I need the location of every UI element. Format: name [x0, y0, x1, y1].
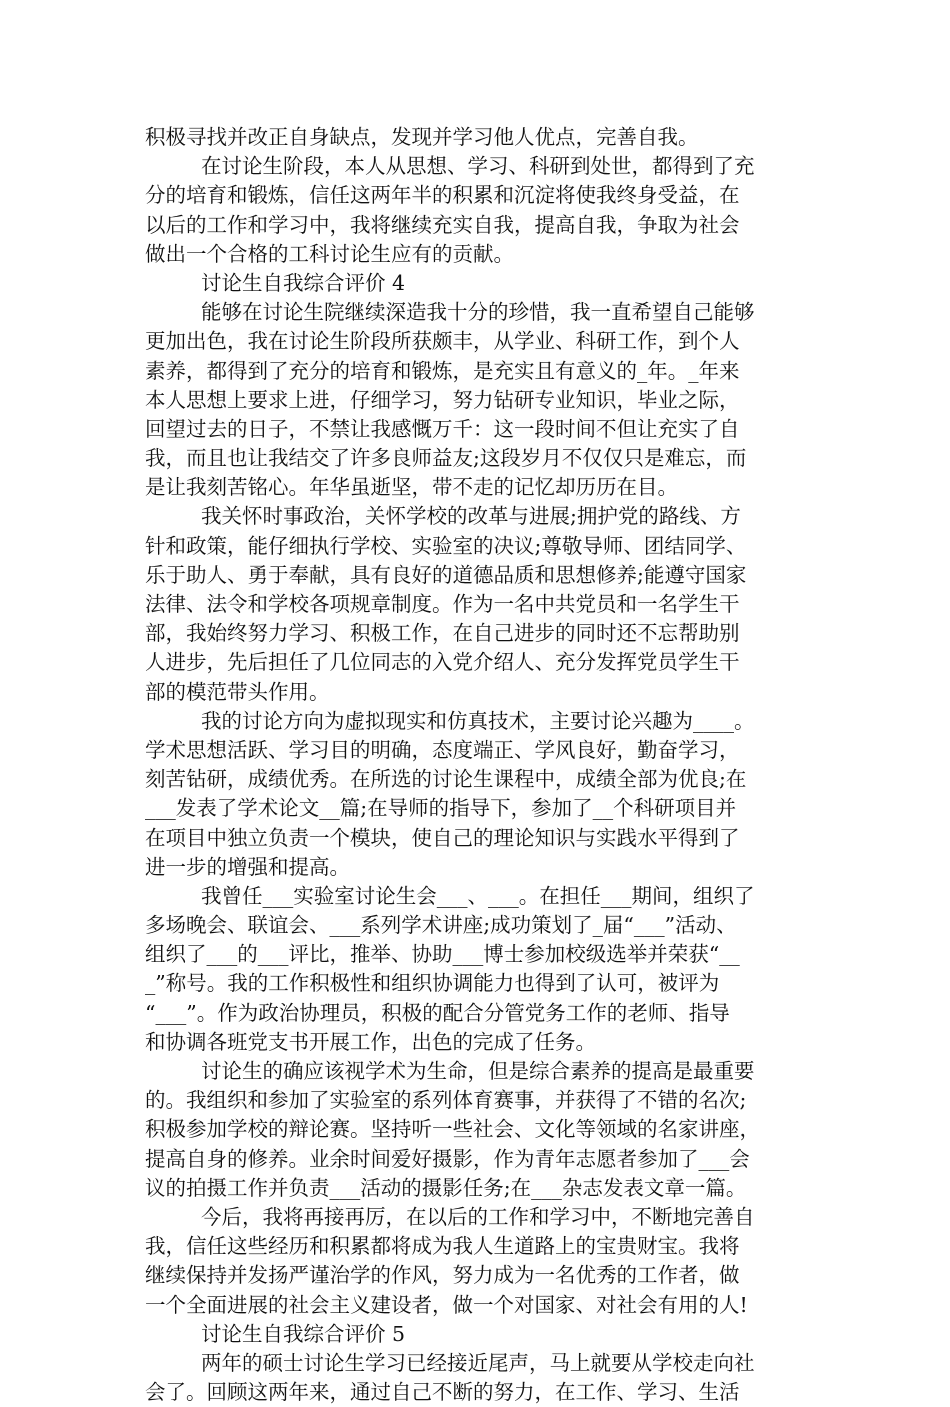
text-line: 一个全面进展的社会主义建设者，做一个对国家、对社会有用的人!	[145, 1292, 748, 1317]
text-line: 的。我组织和参加了实验室的系列体育赛事，并获得了不错的名次;	[145, 1088, 747, 1113]
text-line: 在项目中独立负责一个模块，使自己的理论知识与实践水平得到了	[145, 825, 740, 850]
text-line: 我曾任___实验室讨论生会___、___。在担任___期间，组织了	[201, 883, 755, 908]
text-line: 以后的工作和学习中，我将继续充实自我，提高自我，争取为社会	[145, 212, 740, 237]
text-line: 学术思想活跃、学习目的明确，态度端正、学风良好，勤奋学习，	[145, 737, 740, 762]
text-line: “___”。作为政治协理员，积极的配合分管党务工作的老师、指导	[145, 1000, 730, 1025]
text-line: ___发表了学术论文__篇;在导师的指导下，参加了__个科研项目并	[145, 796, 737, 821]
text-line: 本人思想上要求上进，仔细学习，努力钻研专业知识，毕业之际，	[145, 387, 740, 412]
text-line: 在讨论生阶段，本人从思想、学习、科研到处世，都得到了充	[201, 154, 755, 179]
text-line: 讨论生自我综合评价 4	[201, 270, 406, 295]
text-line: 继续保持并发扬严谨治学的作风，努力成为一名优秀的工作者，做	[145, 1263, 740, 1288]
text-line: 回望过去的日子，不禁让我感慨万千：这一段时间不但让充实了自	[145, 416, 740, 441]
text-line: 多场晚会、联谊会、___系列学术讲座;成功策划了_届“___”活动、	[145, 913, 737, 938]
text-line: 法律、法令和学校各项规章制度。作为一名中共党员和一名学生干	[145, 592, 740, 616]
text-line: 乐于助人、勇于奉献，具有良好的道德品质和思想修养;能遵守国家	[145, 562, 747, 587]
text-line: 会了。回顾这两年来，通过自己不断的努力，在工作、学习、生活	[145, 1380, 740, 1405]
text-line: 能够在讨论生院继续深造我十分的珍惜，我一直希望自己能够	[201, 300, 755, 325]
text-line: 提高自身的修养。业余时间爱好摄影，作为青年志愿者参加了___会	[145, 1146, 750, 1171]
text-line: 更加出色，我在讨论生阶段所获颇丰，从学业、科研工作，到个人	[145, 329, 740, 354]
text-line: 议的拍摄工作并负责___活动的摄影任务;在___杂志发表文章一篇。	[145, 1175, 747, 1200]
text-line: 针和政策，能仔细执行学校、实验室的决议;尊敬导师、团结同学、	[145, 533, 747, 558]
text-line: 我的讨论方向为虚拟现实和仿真技术，主要讨论兴趣为____。	[201, 708, 755, 733]
text-line: 讨论生自我综合评价 5	[201, 1321, 406, 1346]
text-line: 人进步，先后担任了几位同志的入党介绍人、充分发挥党员学生干	[145, 650, 740, 675]
document-body	[145, 123, 810, 1407]
text-line: 积极参加学校的辩论赛。坚持听一些社会、文化等领域的名家讲座，	[145, 1117, 760, 1142]
text-line: 积极寻找并改正自身缺点，发现并学习他人优点，完善自我。	[145, 125, 699, 149]
text-line: 两年的硕士讨论生学习已经接近尾声，马上就要从学校走向社	[201, 1350, 755, 1375]
text-line: 我关怀时事政治，关怀学校的改革与进展;拥护党的路线、方	[201, 504, 741, 529]
text-line: 是让我刻苦铭心。年华虽逝坚，带不走的记忆却历历在目。	[145, 475, 678, 500]
text-line: 分的培育和锻炼，信任这两年半的积累和沉淀将使我终身受益，在	[145, 183, 740, 208]
text-line: 部的模范带头作用。	[145, 679, 330, 704]
text-line: _”称号。我的工作积极性和组织协调能力也得到了认可，被评为	[145, 971, 720, 996]
text-line: 进一步的增强和提高。	[145, 854, 350, 879]
text-line: 和协调各班党支书开展工作，出色的完成了任务。	[145, 1029, 596, 1054]
text-line: 我，而且也让我结交了许多良师益友;这段岁月不仅仅只是难忘，而	[145, 446, 747, 471]
text-line: 素养，都得到了充分的培育和锻炼，是充实且有意义的_年。_年来	[145, 358, 740, 383]
text-line: 我，信任这些经历和积累都将成为我人生道路上的宝贵财宝。我将	[145, 1234, 740, 1259]
text-line: 部，我始终努力学习、积极工作，在自己进步的同时还不忘帮助别	[145, 621, 740, 646]
text-line: 讨论生的确应该视学术为生命，但是综合素养的提高是最重要	[201, 1059, 755, 1083]
text-line: 组织了___的___评比，推举、协助___博士参加校级选举并荣获“__	[145, 942, 740, 967]
text-line: 做出一个合格的工科讨论生应有的贡献。	[145, 241, 514, 266]
text-line: 刻苦钻研，成绩优秀。在所选的讨论生课程中，成绩全部为优良;在	[145, 767, 747, 792]
text-line: 今后，我将再接再厉，在以后的工作和学习中，不断地完善自	[201, 1204, 755, 1229]
